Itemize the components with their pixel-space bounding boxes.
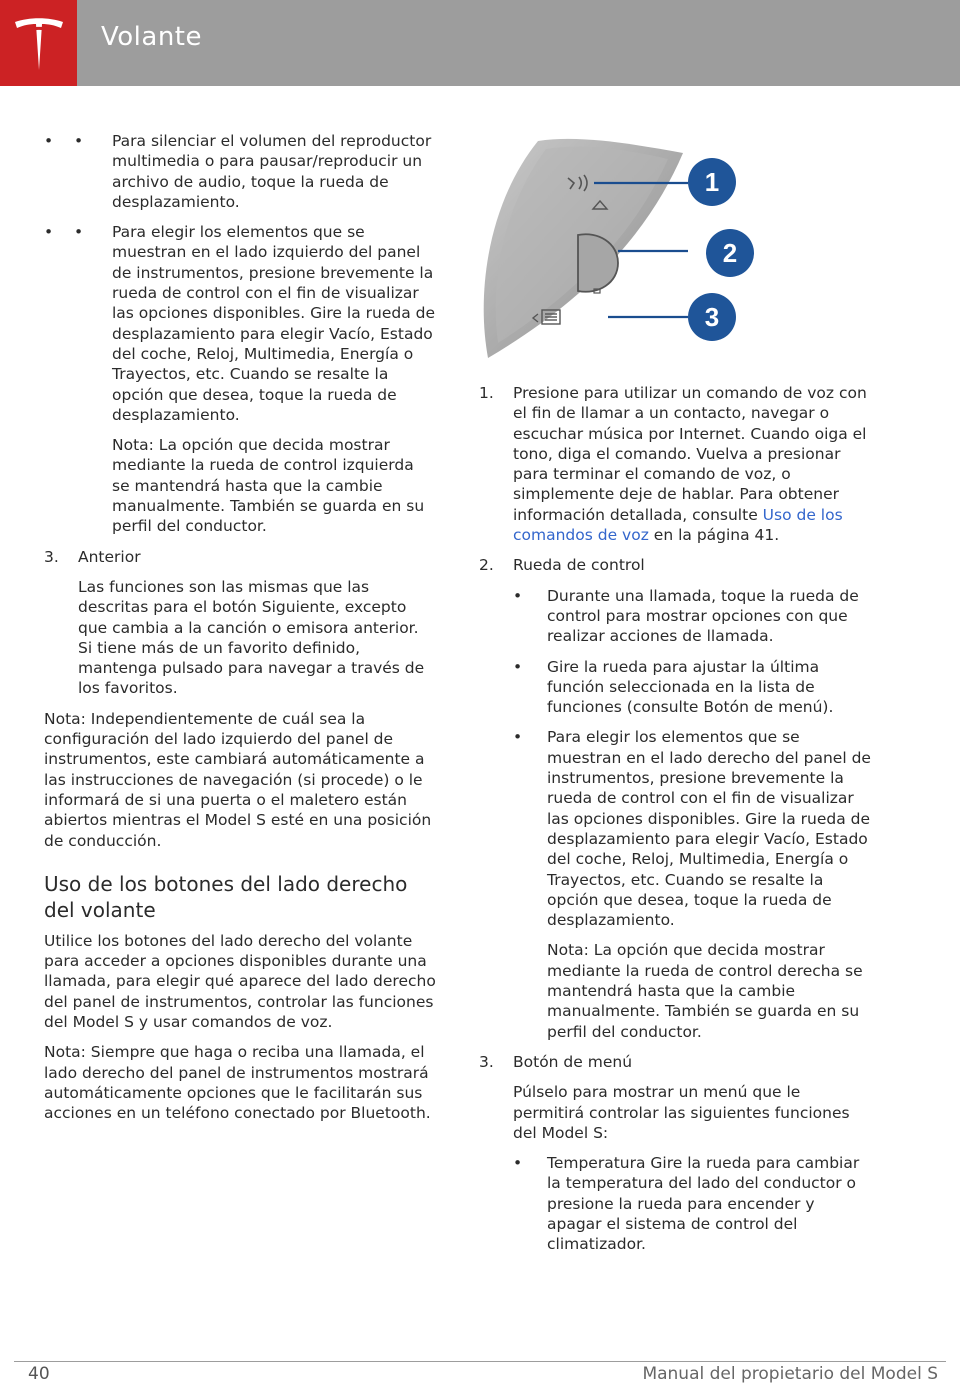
page-header (0, 0, 960, 86)
list-item (513, 1153, 873, 1254)
tesla-logo-icon (13, 16, 65, 72)
callout-2 (706, 229, 754, 277)
footer-divider (14, 1361, 946, 1362)
item-number: 1. (479, 384, 494, 402)
list-item (513, 657, 873, 718)
list-item (479, 555, 873, 575)
item-tail: en la página 41. (653, 526, 780, 545)
note: Nota: Siempre que haga o reciba una llamada, el lado derecho del panel de instrumentos mostrará automáticamente opciones que le facilitarán sus acciones en un teléfono conectado por Bluetooth. (44, 1043, 431, 1123)
brand-logo (0, 0, 77, 86)
svg-text:2: 2 (722, 238, 738, 268)
list-item (44, 547, 436, 567)
item-title: Botón de menú (513, 1052, 633, 1071)
list-item: • • Para elegir los elementos que se muestran en el lado izquierdo del panel de instrumentos, presione brevemente la rueda de control con el fin de visualizar las opciones disponibles. Gire la rueda de desplazamiento para elegir Vacío, Estado del coche, Reloj, Multimedia, Energía o Trayectos, etc. Cuando se resalte la opción que desea, toque la rueda de desplazamiento. (44, 222, 436, 425)
list-item (479, 383, 873, 545)
note: Nota: La opción que decida mostrar mediante la rueda de control derecha se mantendrá hasta que la cambie manualmente. También se guarda en su perfil del conductor. (547, 941, 863, 1041)
list-item (479, 1052, 873, 1072)
steering-buttons-figure (478, 133, 760, 365)
right-column (479, 383, 873, 1265)
item-body: Las funciones son las mismas que las descritas para el botón Siguiente, excepto que cambia a la canción o emisora anterior. Si tiene más de un favorito definido, mantenga pulsado para navegar a través de los favoritos. (78, 577, 425, 698)
list-item: • • Para silenciar el volumen del reproductor multimedia o para pausar/reproducir un archivo de audio, toque la rueda de desplazamiento. (44, 131, 436, 212)
page-number: 40 (28, 1364, 50, 1384)
callout-1 (688, 158, 736, 206)
callout-3 (688, 293, 736, 341)
left-column (44, 131, 436, 1133)
steering-wheel-illustration (478, 133, 760, 365)
paragraph: Utilice los botones del lado derecho del volante para acceder a opciones disponibles durante una llamada, para elegir qué aparece del lado derecho del panel de instrumentos, controlar las funciones del Model S y usar comandos de voz. (44, 931, 436, 1031)
list-item (513, 727, 873, 930)
bullet-text: Para elegir los elementos que se muestran en el lado derecho del panel de instrumentos, presione brevemente la rueda de control con el fin de visualizar las opciones disponibles. Gire la rueda de desplazamiento para elegir Vacío, Estado del coche, Reloj, Multimedia, Energía o Trayectos, etc. Cuando se resalte la opción que desea, toque la rueda de desplazamiento. (547, 728, 871, 930)
item-number: 3. (479, 1052, 494, 1071)
section-heading: Uso de los botones del lado derecho del volante (44, 871, 408, 922)
bullet-text: Para silenciar el volumen del reproductor multimedia o para pausar/reproducir un archivo de audio, toque la rueda de desplazamiento. (112, 132, 432, 211)
page-title: Volante (101, 22, 202, 52)
svg-text:3: 3 (704, 302, 720, 332)
cross-reference-link[interactable]: Uso de los comandos de voz (513, 505, 843, 545)
item-title: Rueda de control (513, 556, 645, 575)
note: Nota: Independientemente de cuál sea la configuración del lado izquierdo del panel de instrumentos, este cambiará automáticamente a las instrucciones de navegación (si procede) o le informará de si una puerta o el maletero están abiertos mientras el Model S esté en una posición de conducción. (44, 709, 432, 850)
list-item (513, 586, 873, 647)
footer-title: Manual del propietario del Model S (642, 1364, 938, 1384)
bullet-text: Temperatura Gire la rueda para cambiar la temperatura del lado del conductor o presione la rueda para encender y apagar el sistema de control del climatizador. (547, 1154, 860, 1254)
bullet-text: Durante una llamada, toque la rueda de control para mostrar opciones con que realizar acciones de llamada. (547, 586, 859, 646)
bullet-text: Para elegir los elementos que se muestran en el lado izquierdo del panel de instrumentos, presione brevemente la rueda de control con el fin de visualizar las opciones disponibles. Gire la rueda de desplazamiento para elegir Vacío, Estado del coche, Reloj, Multimedia, Energía o Trayectos, etc. Cuando se resalte la opción que desea, toque la rueda de desplazamiento. (112, 223, 436, 424)
item-title: Anterior (78, 547, 141, 566)
item-body: Púlselo para mostrar un menú que le permitirá controlar las siguientes funciones del Model S: (513, 1083, 850, 1142)
item-number: 3. (44, 547, 59, 566)
svg-text:1: 1 (704, 167, 720, 197)
item-body: Presione para utilizar un comando de voz con el fin de llamar a un contacto, navegar o escuchar música por Internet. Cuando oiga el tono, diga el comando. Vuelva a presionar para terminar el comando de voz, o simplemente deje de hablar. Para obtener información detallada, consulte (513, 384, 867, 524)
item-number: 2. (479, 556, 494, 575)
note: Nota: La opción que decida mostrar mediante la rueda de control izquierda se mantendrá hasta que la cambie manualmente. También se guarda en su perfil del conductor. (112, 436, 425, 536)
bullet-text: Gire la rueda para ajustar la última función seleccionada en la lista de funciones (consulte Botón de menú). (547, 657, 834, 717)
